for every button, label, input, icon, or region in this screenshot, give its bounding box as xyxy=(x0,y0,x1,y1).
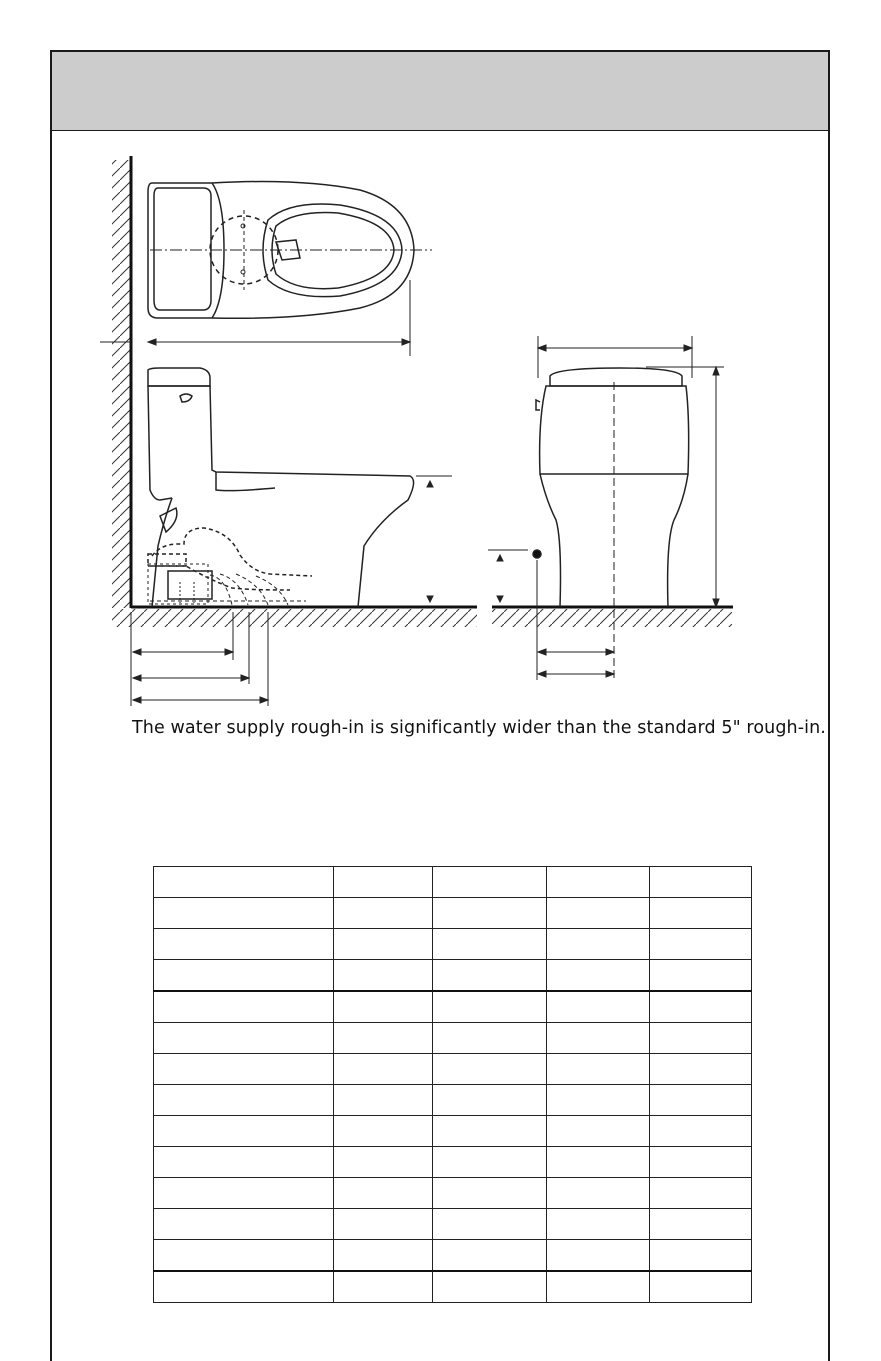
table-row xyxy=(154,991,752,1023)
table-row xyxy=(154,929,752,960)
wall xyxy=(112,156,131,608)
table-row xyxy=(154,1271,752,1303)
specification-table xyxy=(153,866,752,1303)
table-row xyxy=(154,1209,752,1240)
table-row xyxy=(154,1178,752,1209)
table-row xyxy=(154,960,752,992)
table-row xyxy=(154,1085,752,1116)
toilet-top-view xyxy=(148,182,432,319)
table-row xyxy=(154,867,752,898)
rough-in-note: The water supply rough-in is significantly wider than the standard 5" rough-in. xyxy=(132,718,826,738)
table-row xyxy=(154,1054,752,1085)
seat-height-dimension xyxy=(416,476,452,602)
table-row xyxy=(154,1023,752,1054)
floor-front-view xyxy=(492,607,733,627)
floor-side-view xyxy=(112,607,477,627)
table-row xyxy=(154,1240,752,1272)
toilet-side-view xyxy=(148,368,414,607)
table-row xyxy=(154,1116,752,1147)
table-row xyxy=(154,1147,752,1178)
toilet-front-view xyxy=(533,368,689,680)
table-row xyxy=(154,898,752,929)
